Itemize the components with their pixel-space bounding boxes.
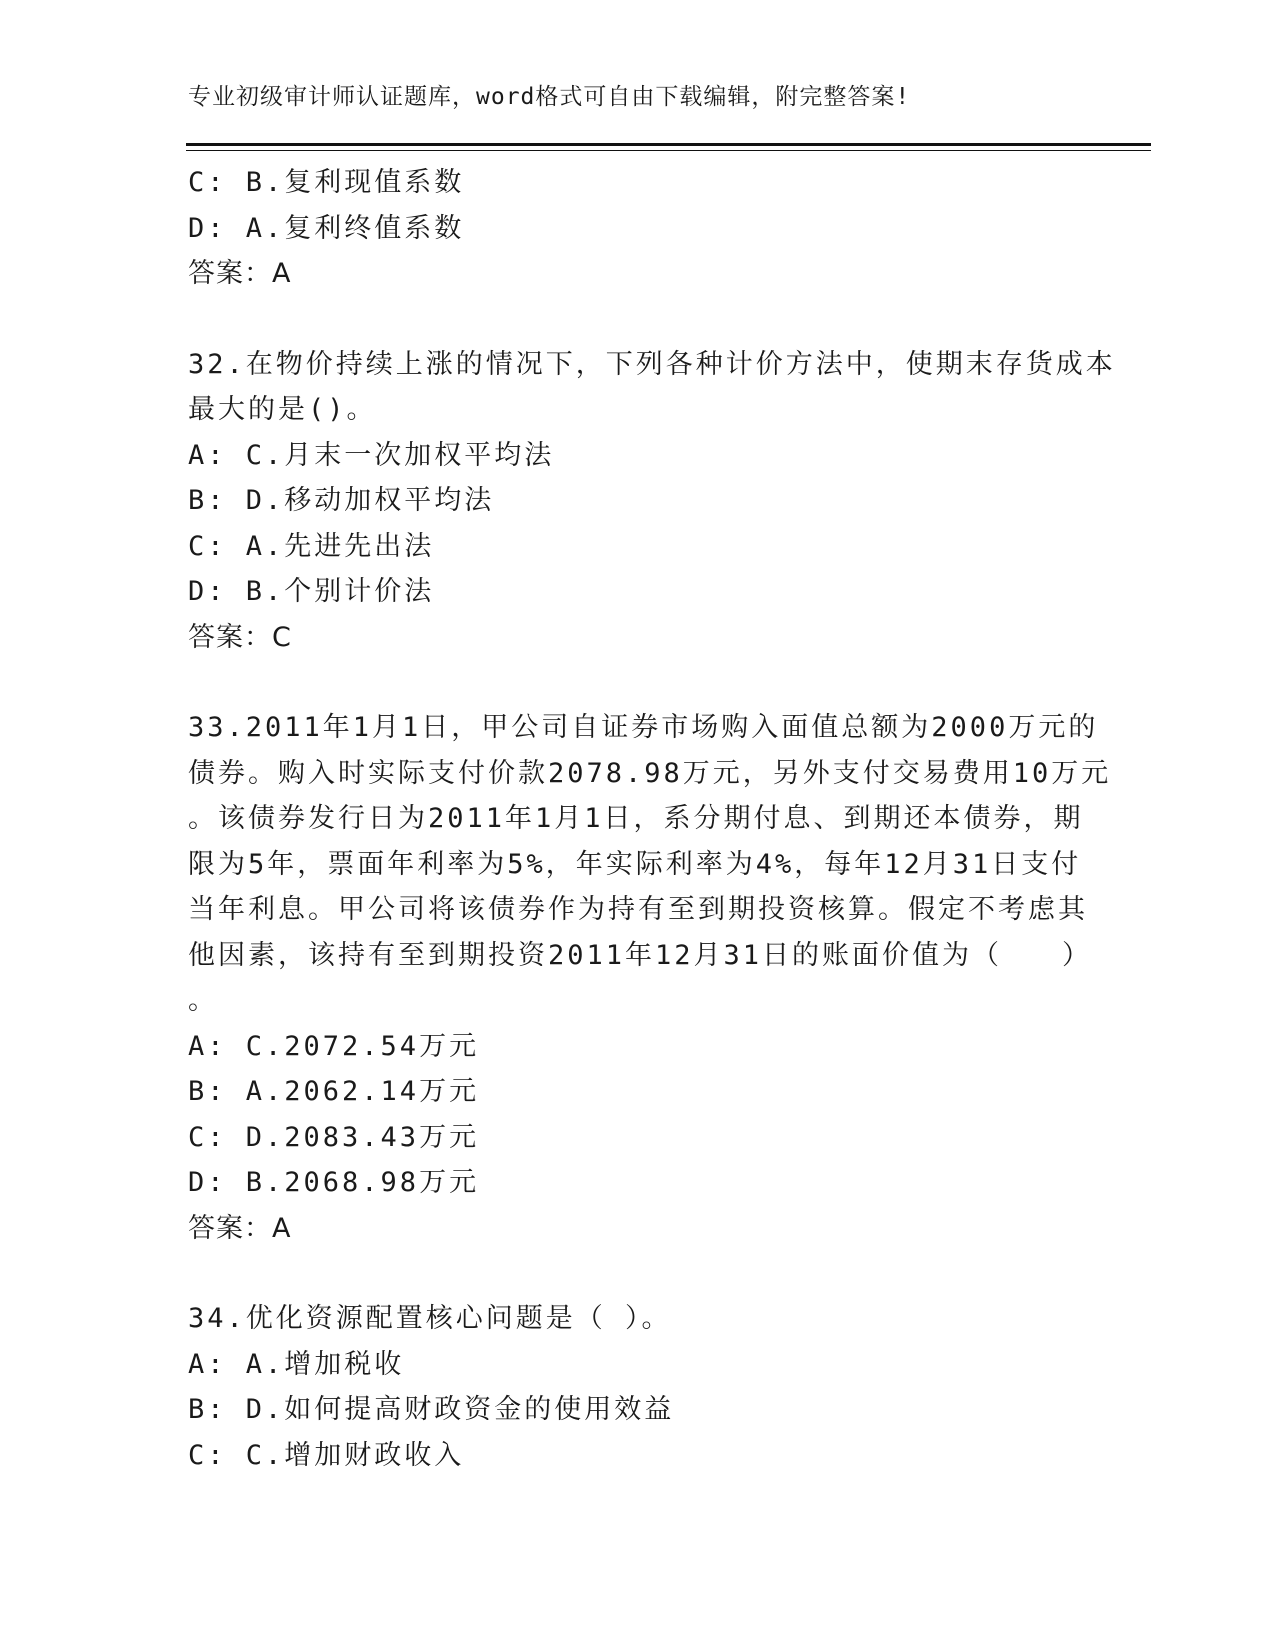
spacer: [188, 660, 1088, 705]
answer-line: 答案：A: [188, 258, 292, 289]
question-stem-line: 34.优化资源配置核心问题是（ ）。: [188, 1303, 672, 1334]
option-d: D: A.复利终值系数: [188, 212, 465, 244]
question-stem-line: 债券。购入时实际支付价款2078.98万元，另外支付交易费用10万元: [188, 757, 1112, 789]
spacer: [188, 297, 1088, 342]
question-stem-line: 。该债券发行日为2011年1月1日，系分期付息、到期还本债券，期: [188, 803, 1084, 834]
question-stem-line: 。: [188, 985, 218, 1016]
option-c: C: D.2083.43万元: [188, 1121, 480, 1153]
question-33: [188, 705, 1112, 1251]
spacer: [188, 1251, 1088, 1296]
option-a: A: A.增加税收: [188, 1348, 405, 1380]
option-d: D: B.2068.98万元: [188, 1167, 480, 1198]
option-b: B: D.移动加权平均法: [188, 485, 495, 516]
answer-line: 答案：A: [188, 1212, 292, 1244]
question-31-tail: [188, 160, 1088, 297]
answer-line: 答案：C: [188, 621, 292, 653]
question-stem-line: 最大的是()。: [188, 394, 377, 425]
option-b: B: D.如何提高财政资金的使用效益: [188, 1394, 675, 1425]
option-c: C: B.复利现值系数: [188, 167, 465, 198]
option-b: B: A.2062.14万元: [188, 1076, 480, 1107]
question-stem-line: 当年利息。甲公司将该债券作为持有至到期投资核算。假定不考虑其: [188, 894, 1088, 925]
question-stem-line: 33.2011年1月1日，甲公司自证券市场购入面值总额为2000万元的: [188, 712, 1099, 743]
option-c: C: C.增加财政收入: [188, 1439, 465, 1471]
option-d: D: B.个别计价法: [188, 576, 435, 607]
header-rule-thick: [186, 143, 1151, 146]
question-stem-line: 他因素，该持有至到期投资2011年12月31日的账面价值为（ ）: [188, 939, 1093, 971]
question-32: [188, 342, 1116, 661]
question-stem-line: 限为5年，票面年利率为5%，年实际利率为4%，每年12月31日支付: [188, 848, 1082, 880]
question-stem-line: 32.在物价持续上涨的情况下，下列各种计价方法中，使期末存货成本: [188, 348, 1116, 380]
option-a: A: C.月末一次加权平均法: [188, 439, 555, 471]
header-rule-thin: [186, 150, 1151, 151]
option-c: C: A.先进先出法: [188, 530, 435, 562]
question-34: [188, 1296, 1088, 1478]
document-body: [188, 160, 1116, 1478]
option-a: A: C.2072.54万元: [188, 1030, 480, 1062]
page-header: 专业初级审计师认证题库，word格式可自由下载编辑，附完整答案!: [188, 84, 911, 110]
